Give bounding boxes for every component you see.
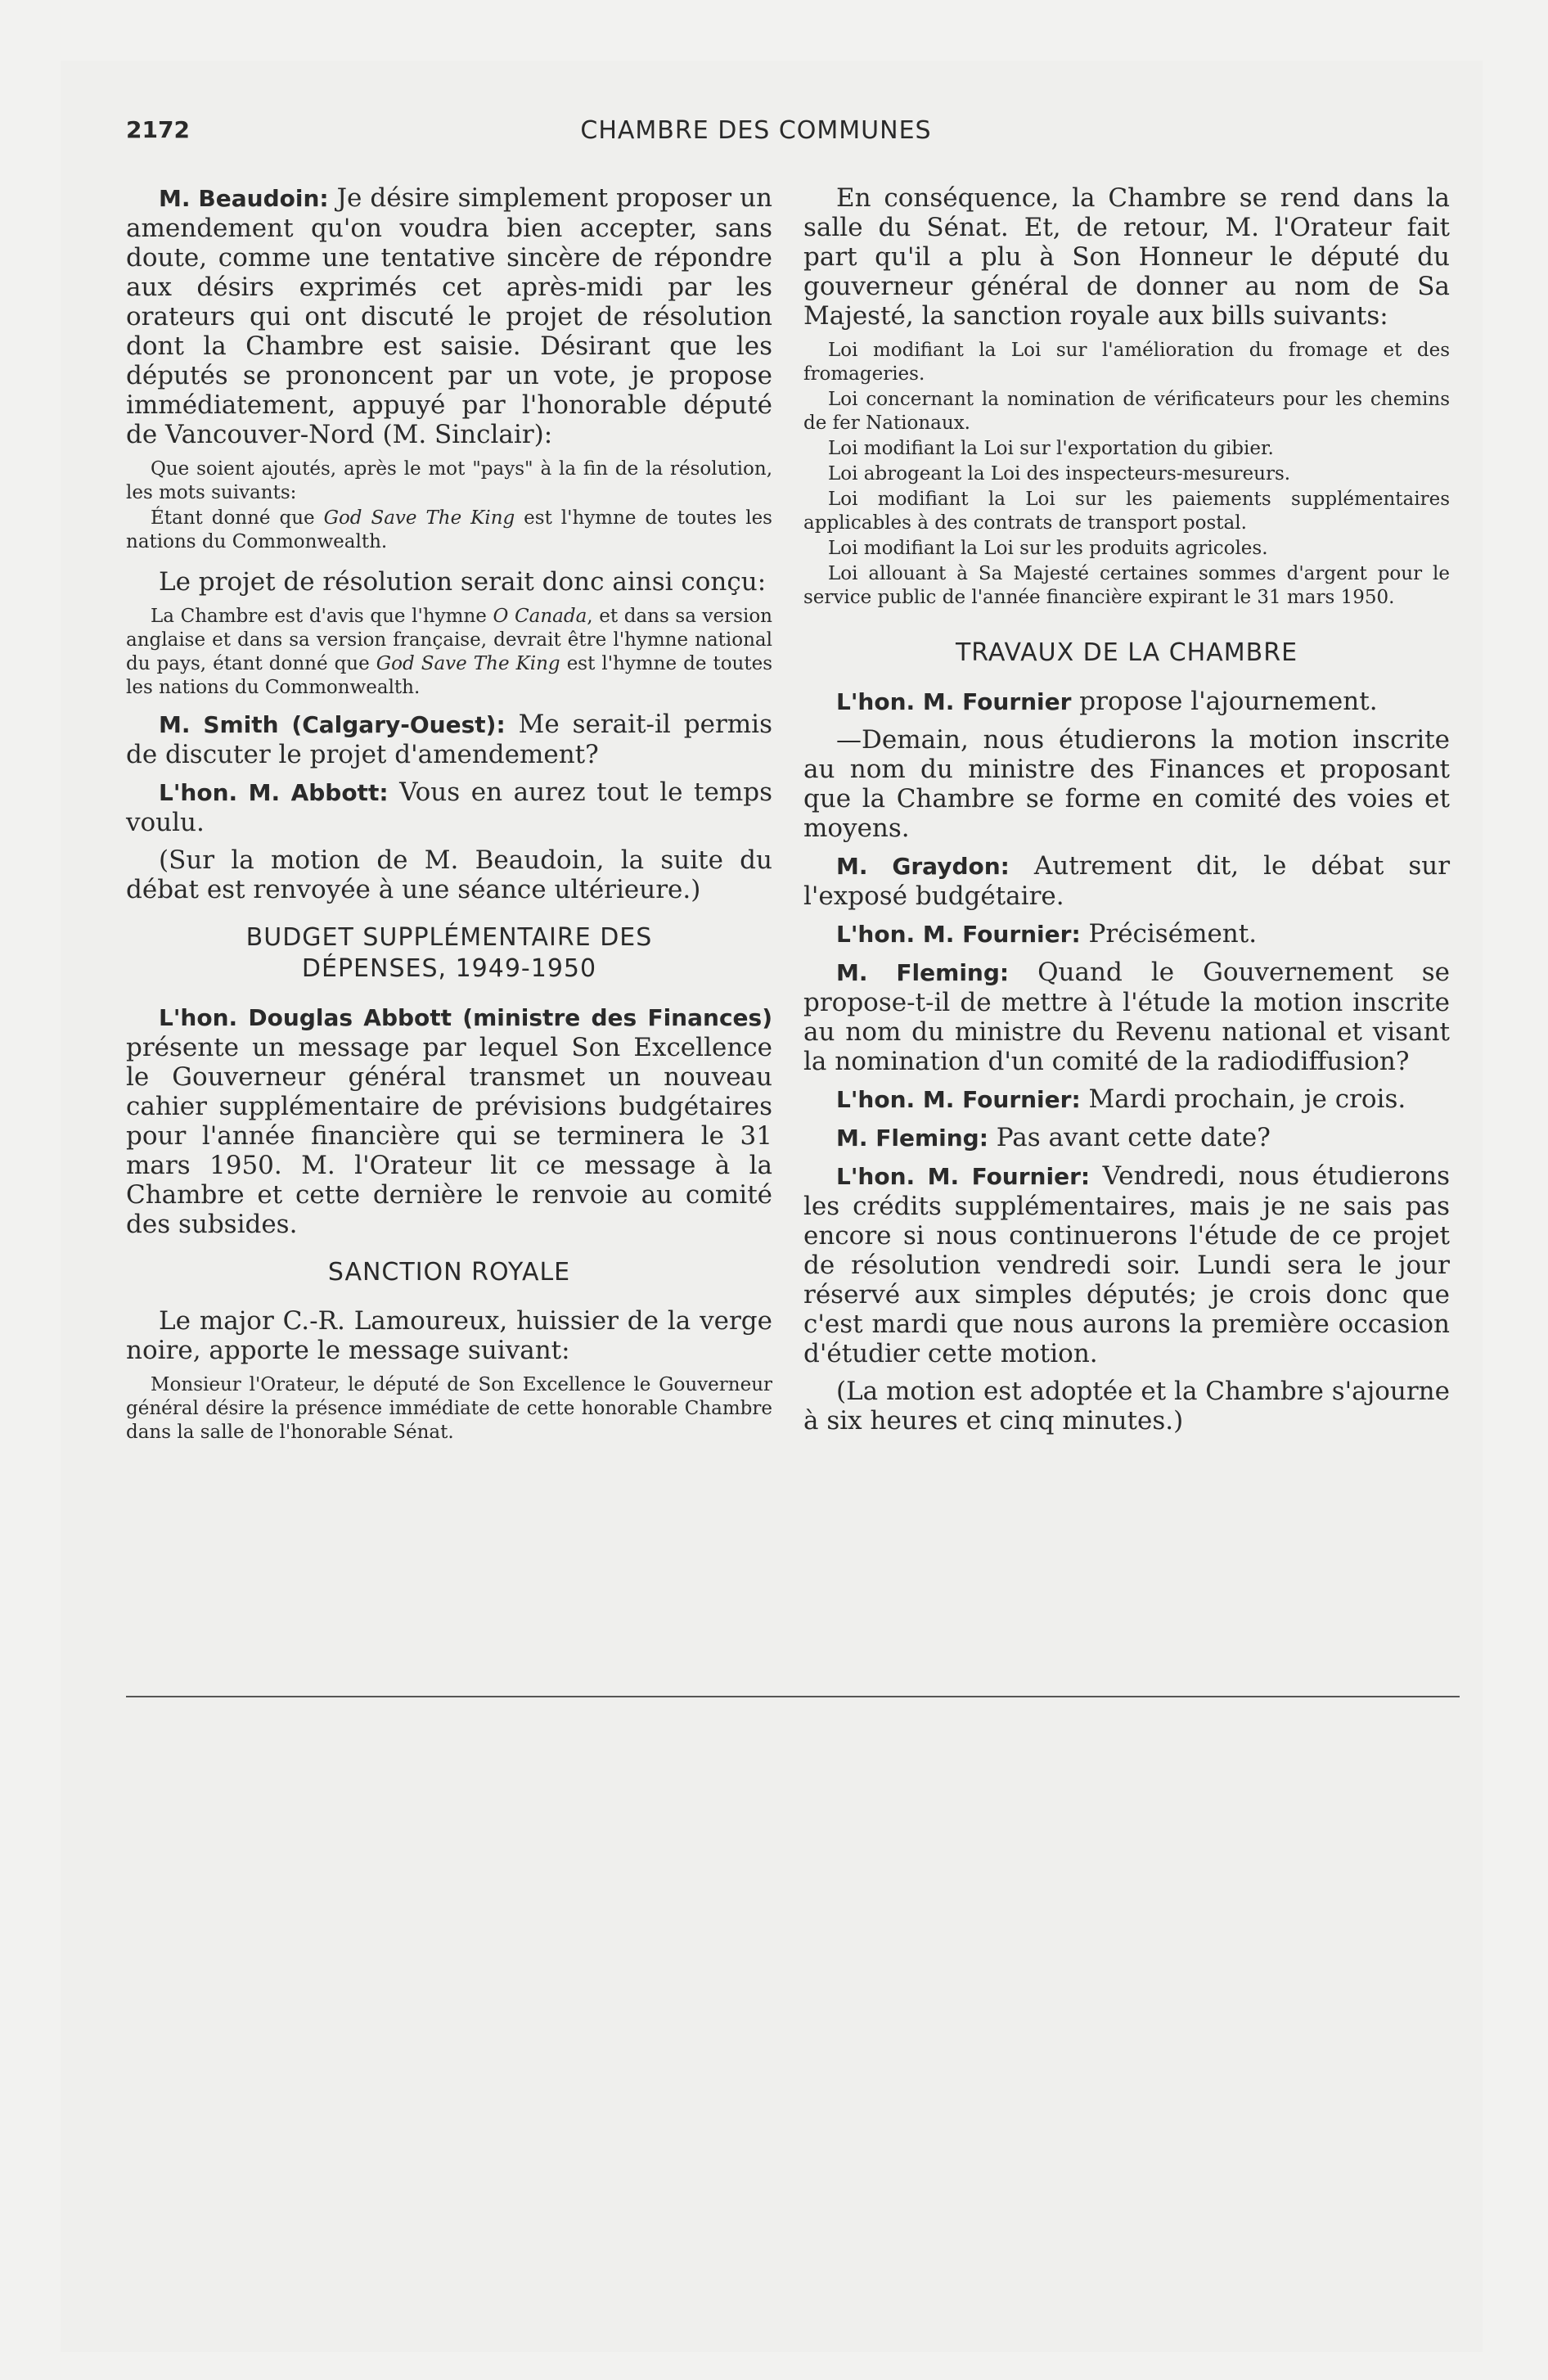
paragraph-motion-beaudoin: (Sur la motion de M. Beaudoin, la suite du débat est renvoyée à une séance ultérieure.) xyxy=(126,845,772,904)
paragraph-abbott-message xyxy=(126,1003,772,1239)
quote-text: La Chambre est d'avis que l'hymne xyxy=(151,606,493,627)
section-heading-line: BUDGET SUPPLÉMENTAIRE DES xyxy=(245,923,653,952)
quote-amendment: Que soient ajoutés, après le mot "pays" à la fin de la résolution, les mots suivants: xyxy=(126,458,772,503)
paragraph-fournier-vendredi xyxy=(803,1161,1450,1368)
bill-item: Loi modifiant la Loi sur l'amélioration du fromage et des fromageries. xyxy=(803,340,1450,385)
paragraph-text: Autrement dit, le débat sur l'exposé budgétaire. xyxy=(803,851,1451,911)
footer-rule xyxy=(126,1696,1460,1697)
bill-item: Loi allouant à Sa Majesté certaines sommes d'argent pour le service public de l'année financière expirant le 31 mars 1950. xyxy=(803,563,1450,608)
paragraph-fournier-ajournement xyxy=(803,687,1450,717)
paragraph-text: Vous en aurez tout le temps voulu. xyxy=(126,778,772,837)
bill-list xyxy=(803,339,1450,610)
paragraph-text: Mardi prochain, je crois. xyxy=(1080,1084,1406,1114)
paragraph-beaudoin xyxy=(126,183,772,449)
bill-item: Loi modifiant la Loi sur l'exportation du gibier. xyxy=(828,438,1274,459)
quote-italic: O Canada xyxy=(493,606,587,627)
bill-item: Loi modifiant la Loi sur les paiements supplémentaires applicables à des contrats de transport postal. xyxy=(803,489,1450,534)
quote-text: est l'hymne de toutes les nations du Commonwealth. xyxy=(126,507,772,552)
bill-item: Loi modifiant la Loi sur les produits agricoles. xyxy=(828,538,1268,559)
paragraph-fournier-mardi xyxy=(803,1084,1450,1115)
speaker-name: L'hon. M. Abbott: xyxy=(159,779,389,806)
speaker-name: M. Fleming: xyxy=(836,959,1010,986)
paragraph-abbott xyxy=(126,778,772,837)
right-column xyxy=(803,183,1450,1444)
paragraph-text: Me serait-il permis de discuter le projet d'amendement? xyxy=(126,710,773,769)
speaker-name: L'hon. M. Fournier xyxy=(836,688,1072,715)
page-header xyxy=(126,116,1386,152)
paragraph-consequence: En conséquence, la Chambre se rend dans la salle du Sénat. Et, de retour, M. l'Orateur fait part qu'il a plu à Son Honneur le député du gouverneur général de donner au nom de Sa Majesté, la sanction royale aux bills suivants: xyxy=(803,183,1450,331)
paragraph-projet: Le projet de résolution serait donc ainsi conçu: xyxy=(159,567,767,597)
paragraph-text: Précisément. xyxy=(1080,919,1258,949)
paragraph-text: Quand le Gouvernement se propose-t-il de mettre à l'étude la motion inscrite au nom du ministre du Revenu national et visant la nomination d'un comité de la radiodiffusion? xyxy=(803,958,1450,1076)
paragraph-fleming-date xyxy=(803,1123,1450,1153)
quote-message: Monsieur l'Orateur, le député de Son Excellence le Gouverneur général désire la présence immédiate de cette honorable Chambre dans la salle de l'honorable Sénat. xyxy=(126,1374,772,1443)
paragraph-adjournment: (La motion est adoptée et la Chambre s'ajourne à six heures et cinq minutes.) xyxy=(803,1377,1450,1436)
quote-italic: God Save The King xyxy=(323,507,515,529)
paragraph-text: propose l'ajournement. xyxy=(1071,687,1378,716)
paragraph-fleming-question xyxy=(803,958,1450,1076)
speaker-name: M. Fleming: xyxy=(836,1125,988,1152)
section-heading-sanction: SANCTION ROYALE xyxy=(327,1258,571,1287)
speaker-name: M. Smith (Calgary-Ouest): xyxy=(159,711,506,738)
speaker-name: M. Graydon: xyxy=(836,853,1010,880)
section-heading-line: DÉPENSES, 1949-1950 xyxy=(301,954,597,983)
quote-text: Étant donné que xyxy=(151,507,324,529)
page-number: 2172 xyxy=(126,116,190,143)
quote-text: , et dans sa version anglaise et dans sa version française, devrait être l'hymne national du pays, étant donné que xyxy=(126,606,772,674)
quote-amendment-text xyxy=(126,507,772,554)
section-heading-travaux: TRAVAUX DE LA CHAMBRE xyxy=(955,638,1298,667)
speaker-name: L'hon. M. Fournier: xyxy=(836,921,1081,948)
bill-item: Loi abrogeant la Loi des inspecteurs-mesureurs. xyxy=(828,463,1291,485)
quote-italic: God Save The King xyxy=(376,653,560,674)
paragraph-text: Je désire simplement proposer un amendement qu'on voudra bien accepter, sans doute, comme une tentative sincère de répondre aux désirs exprimés cet après-midi par les orateurs qui ont discuté le projet de résolution dont la Chambre est saisie. Désirant que les députés se prononcent par un vote, je propose immédiatement, appuyé par l'honorable député de Vancouver-Nord (M. Sinclair): xyxy=(126,183,772,449)
paragraph-text: présente un message par lequel Son Excellence le Gouverneur général transmet un nouveau cahier supplémentaire de prévisions budgétaires pour l'année financière qui se terminera le 31 mars 1950. M. l'Orateur lit ce message à la Chambre et cette dernière le renvoie au comité des subsides. xyxy=(126,1033,772,1239)
paragraph-demain: —Demain, nous étudierons la motion inscrite au nom du ministre des Finances et proposant que la Chambre se forme en comité des voies et moyens. xyxy=(803,725,1450,843)
paragraph-text: Pas avant cette date? xyxy=(988,1123,1271,1152)
speaker-name: L'hon. Douglas Abbott (ministre des Finances) xyxy=(159,1004,772,1031)
paragraph-graydon xyxy=(803,851,1450,911)
page xyxy=(61,61,1483,2352)
left-column xyxy=(126,183,772,1446)
bill-item: Loi concernant la nomination de vérificateurs pour les chemins de fer Nationaux. xyxy=(803,389,1450,434)
section-heading-budget xyxy=(126,922,772,985)
paragraph-fournier-precisement xyxy=(803,919,1450,949)
running-title: CHAMBRE DES COMMUNES xyxy=(580,116,932,145)
paragraph-lamoureux: Le major C.-R. Lamoureux, huissier de la verge noire, apporte le message suivant: xyxy=(126,1306,772,1365)
speaker-name: L'hon. M. Fournier: xyxy=(836,1163,1091,1190)
paragraph-smith xyxy=(126,710,772,769)
quote-resolution xyxy=(126,605,772,700)
speaker-name: M. Beaudoin: xyxy=(159,185,329,212)
speaker-name: L'hon. M. Fournier: xyxy=(836,1086,1081,1113)
paragraph-text: Vendredi, nous étudierons les crédits supplémentaires, mais je ne sais pas encore si nous continuerons l'étude de ce projet de résolution vendredi soir. Lundi sera le jour réservé aux simples députés; je crois donc que c'est mardi que nous aurons la première occasion d'étudier cette motion. xyxy=(803,1161,1450,1368)
quote-text: est l'hymne de toutes les nations du Commonwealth. xyxy=(126,653,773,698)
